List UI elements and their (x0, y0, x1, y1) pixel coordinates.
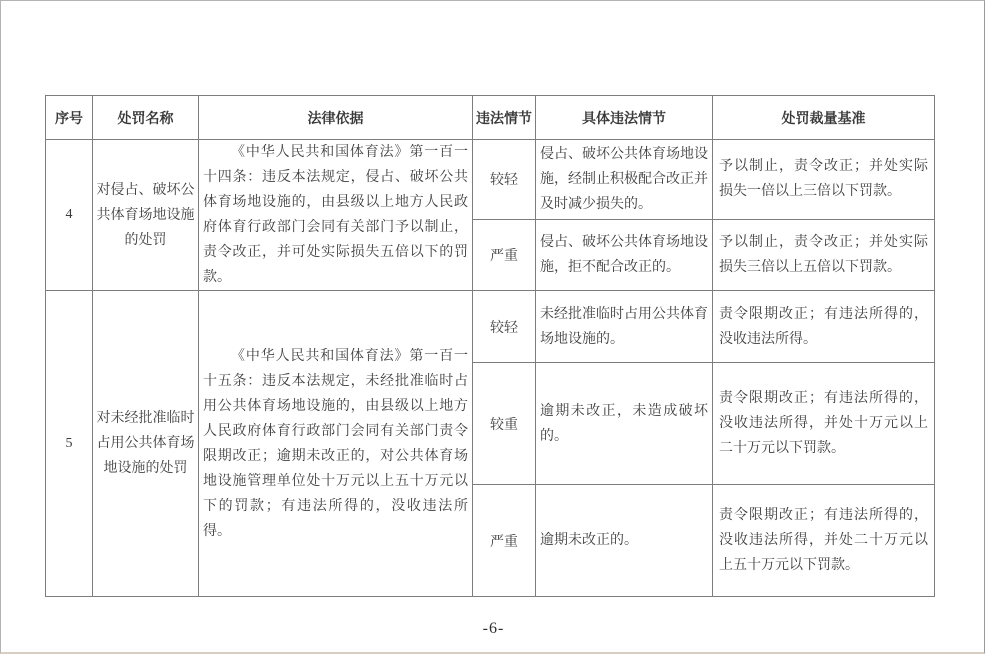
legal-basis: 《中华人民共和国体育法》第一百一十五条：违反本法规定，未经批准临时占用公共体育场地设施的，由县级以上地方人民政府体育行政部门会同有关部门责令限期改正；逾期未改正的，对公共体育场地设施管理单位处十万元以上五十万元以下的罚款；有违法所得的，没收违法所得。 (199, 291, 473, 597)
table-row (46, 140, 935, 220)
specific-violation: 侵占、破坏公共体育场地设施，拒不配合改正的。 (536, 219, 713, 290)
header-severity: 违法情节 (473, 96, 536, 140)
row-index: 4 (46, 140, 93, 291)
benchmark-text: 责令限期改正；有违法所得的，没收违法所得，并处十万元以上二十万元以下罚款。 (713, 363, 935, 485)
header-benchmark: 处罚裁量基准 (713, 96, 935, 140)
benchmark-text: 予以制止，责令改正；并处实际损失三倍以上五倍以下罚款。 (713, 219, 935, 290)
specific-violation: 逾期未改正，未造成破坏的。 (536, 363, 713, 485)
header-penalty-name: 处罚名称 (93, 96, 199, 140)
benchmark-text: 责令限期改正；有违法所得的，没收违法所得。 (713, 291, 935, 363)
specific-violation: 未经批准临时占用公共体育场地设施的。 (536, 291, 713, 363)
severity-label: 较轻 (473, 140, 536, 220)
table-row (46, 291, 935, 363)
penalty-name: 对侵占、破坏公共体育场地设施的处罚 (93, 140, 199, 291)
severity-label: 严重 (473, 485, 536, 597)
penalty-name: 对未经批准临时占用公共体育场地设施的处罚 (93, 291, 199, 597)
severity-label: 较轻 (473, 291, 536, 363)
specific-violation: 侵占、破坏公共体育场地设施，经制止积极配合改正并及时减少损失的。 (536, 140, 713, 220)
benchmark-text: 予以制止，责令改正；并处实际损失一倍以上三倍以下罚款。 (713, 140, 935, 220)
row-index: 5 (46, 291, 93, 597)
header-index: 序号 (46, 96, 93, 140)
legal-basis: 《中华人民共和国体育法》第一百一十四条：违反本法规定，侵占、破坏公共体育场地设施的，由县级以上地方人民政府体育行政部门会同有关部门予以制止，责令改正，并可处实际损失五倍以下的罚款。 (199, 140, 473, 291)
specific-violation: 逾期未改正的。 (536, 485, 713, 597)
header-legal-basis: 法律依据 (199, 96, 473, 140)
page-number: -6- (482, 620, 505, 637)
severity-label: 较重 (473, 363, 536, 485)
table-header-row (46, 96, 935, 140)
header-specific-violation: 具体违法情节 (536, 96, 713, 140)
severity-label: 严重 (473, 219, 536, 290)
penalty-table (45, 95, 935, 597)
benchmark-text: 责令限期改正；有违法所得的，没收违法所得，并处二十万元以上五十万元以下罚款。 (713, 485, 935, 597)
